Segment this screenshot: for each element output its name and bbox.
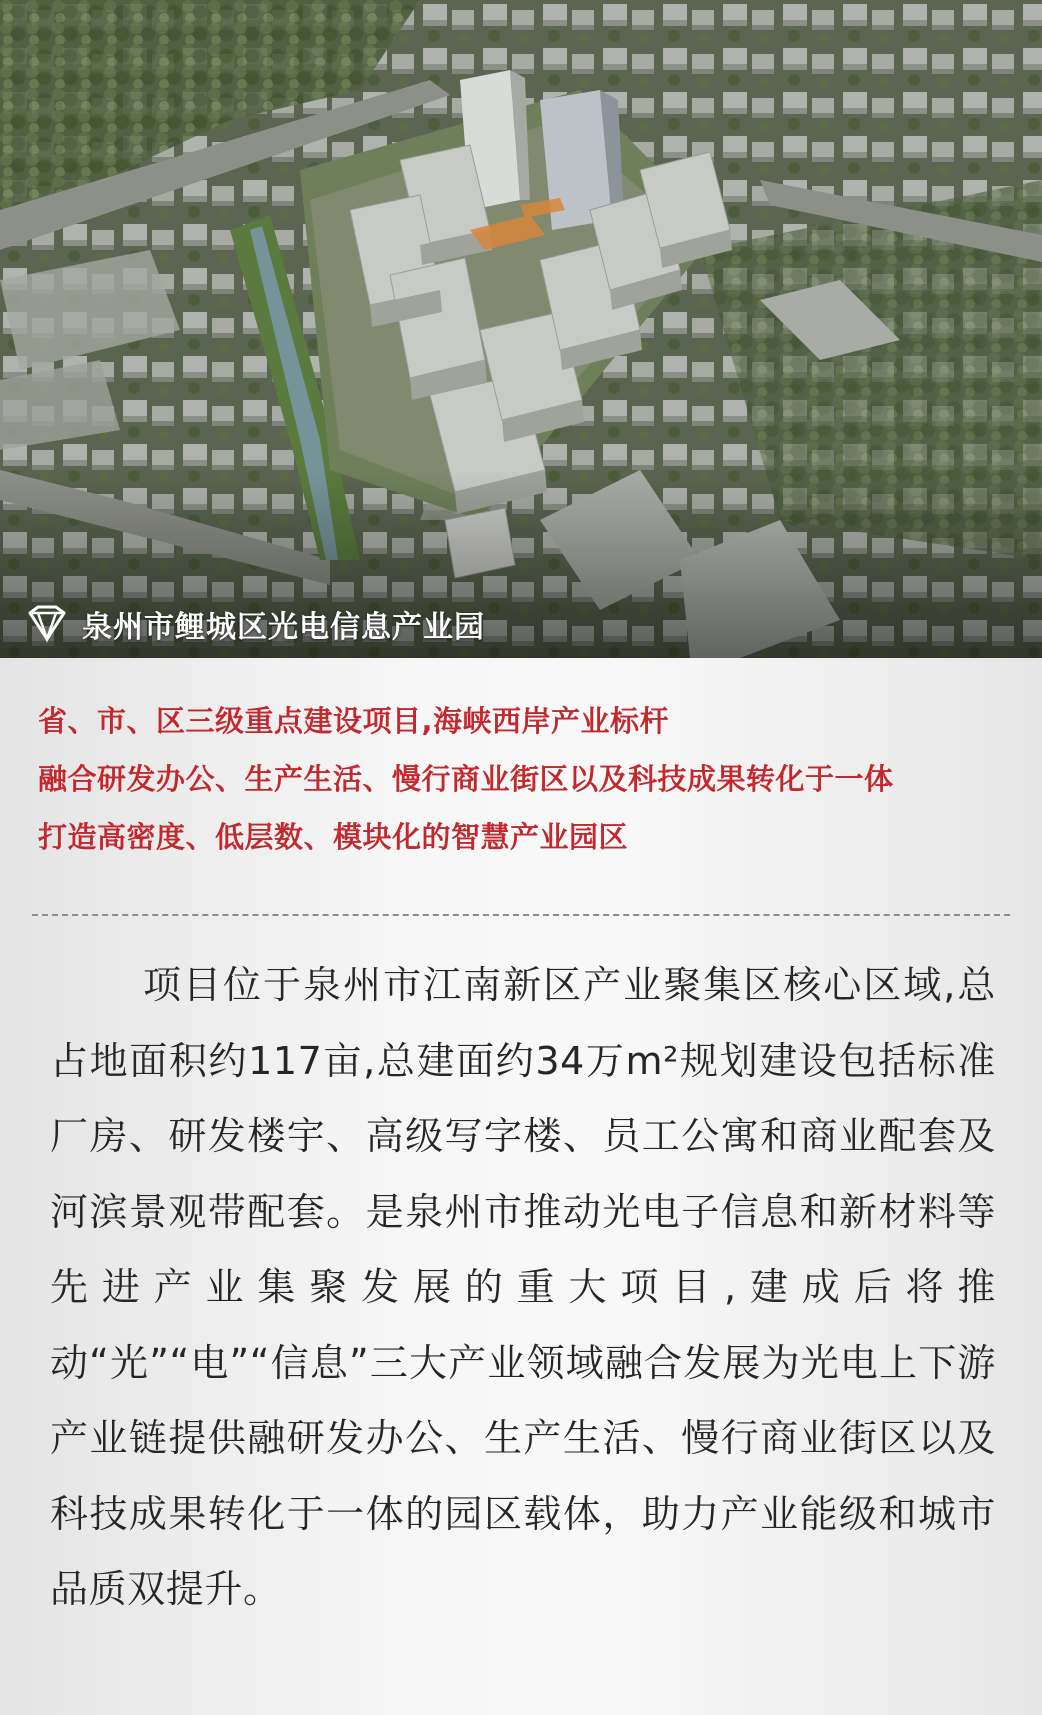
hero-caption-text: 泉州市鲤城区光电信息产业园 bbox=[82, 610, 485, 645]
aerial-rendering-image bbox=[0, 0, 1042, 658]
highlight-list bbox=[38, 692, 1018, 866]
description-panel bbox=[0, 658, 1042, 1715]
hero-rendering bbox=[0, 0, 1042, 658]
highlight-line: 打造高密度、低层数、模块化的智慧产业园区 bbox=[38, 820, 629, 854]
highlight-line: 省、市、区三级重点建设项目,海峡西岸产业标杆 bbox=[38, 704, 670, 738]
body-paragraph: 项目位于泉州市江南新区产业聚集区核心区域,总占地面积约117亩,总建面约34万m²规划建设包括标准厂房、研发楼宇、高级写字楼、员工公寓和商业配套及河滨景观带配套。是泉州市推动光电子信息和新材料等先进产业集聚发展的重大项目,建成后将推动“光”“电”“信息”三大产业领域融合发展为光电上下游产业链提供融研发办公、生产生活、慢行商业街区以及科技成果转化于一体的园区载体，助力产业能级和城市品质双提升。 bbox=[50, 963, 996, 1611]
highlight-line: 融合研发办公、生产生活、慢行商业街区以及科技成果转化于一体 bbox=[38, 762, 894, 796]
diamond-logo-icon bbox=[26, 605, 68, 643]
hero-caption bbox=[26, 598, 485, 650]
dashed-divider bbox=[32, 914, 1010, 916]
